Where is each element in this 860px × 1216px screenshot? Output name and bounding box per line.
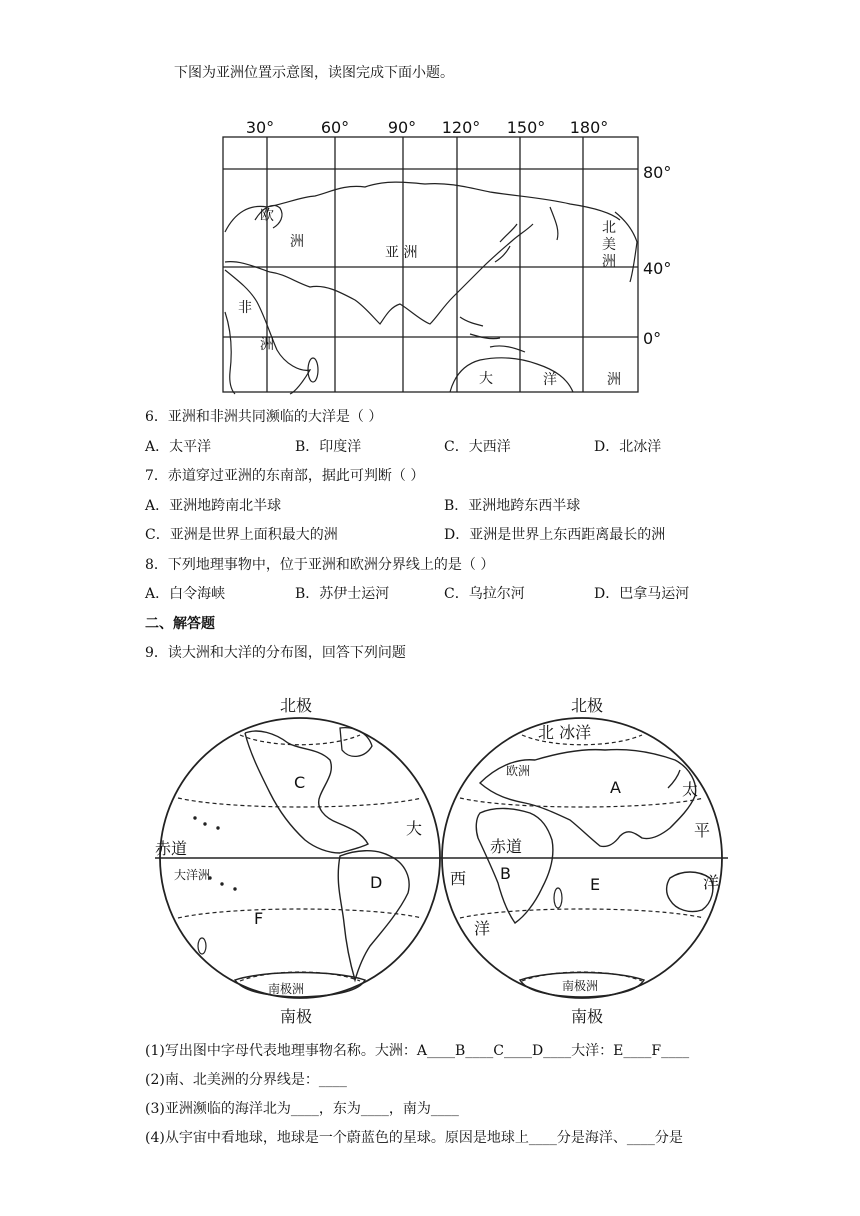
right-label-xi: 西 xyxy=(450,869,467,888)
q8-option-a[interactable]: A．白令海峡 xyxy=(145,586,226,602)
right-antarctica-label: 南极洲 xyxy=(562,979,599,993)
lat-label-40: 40° xyxy=(643,259,672,278)
hemispheres-map xyxy=(150,688,730,1028)
label-oceania-3: 洲 xyxy=(607,372,621,388)
q6-stem: 6．亚洲和非洲共同濒临的大洋是（ ） xyxy=(145,409,383,425)
left-label-C: C xyxy=(294,773,306,792)
q8-option-c[interactable]: C．乌拉尔河 xyxy=(444,586,525,602)
q6-option-d[interactable]: D．北冰洋 xyxy=(594,439,662,455)
section-title: 二、解答题 xyxy=(145,616,215,632)
lon-label-30: 30° xyxy=(245,118,275,137)
right-label-B: B xyxy=(500,864,511,883)
label-oceania-1: 大 xyxy=(479,371,493,387)
left-antarctica-label: 南极洲 xyxy=(268,982,305,996)
right-south-pole-label: 南极 xyxy=(570,1007,604,1026)
q7-option-a[interactable]: A．亚洲地跨南北半球 xyxy=(145,498,282,514)
right-label-tai: 太 xyxy=(682,780,699,799)
right-label-yang: 洋 xyxy=(703,873,720,892)
lon-label-150: 150° xyxy=(506,118,546,137)
label-na-2: 美 xyxy=(602,237,616,253)
right-label-A: A xyxy=(610,778,621,797)
label-oceania-2: 洋 xyxy=(543,372,557,388)
q6-option-c[interactable]: C．大西洋 xyxy=(444,439,511,455)
lon-label-60: 60° xyxy=(320,118,350,137)
right-label-ping: 平 xyxy=(694,821,711,840)
label-na-3: 洲 xyxy=(602,254,616,270)
asia-location-map xyxy=(215,112,685,402)
label-africa-2: 洲 xyxy=(260,337,274,353)
right-label-yang2: 洋 xyxy=(474,919,491,938)
q7-option-c[interactable]: C．亚洲是世界上面积最大的洲 xyxy=(145,527,338,543)
q6-option-a[interactable]: A．太平洋 xyxy=(145,439,212,455)
q7-option-b[interactable]: B．亚洲地跨东西半球 xyxy=(444,498,581,514)
right-arctic-label: 北 冰洋 xyxy=(538,723,592,742)
lat-label-80: 80° xyxy=(643,163,672,182)
q9-sub4: (4)从宇宙中看地球，地球是一个蔚蓝色的星球。原因是地球上____分是海洋、____分是 xyxy=(145,1130,683,1146)
intro-text: 下图为亚洲位置示意图，读图完成下面小题。 xyxy=(174,65,454,81)
map1-grid xyxy=(223,137,638,392)
lat-label-0: 0° xyxy=(643,329,662,348)
left-equator-label: 赤道 xyxy=(155,839,188,858)
right-north-pole-label: 北极 xyxy=(570,696,604,715)
right-europe-label: 欧洲 xyxy=(506,764,531,778)
q8-option-d[interactable]: D．巴拿马运河 xyxy=(594,586,690,602)
left-north-pole-label: 北极 xyxy=(279,696,313,715)
left-label-D: D xyxy=(370,873,383,892)
q8-stem: 8．下列地理事物中，位于亚洲和欧洲分界线上的是（ ） xyxy=(145,557,495,573)
q6-option-b[interactable]: B．印度洋 xyxy=(295,439,362,455)
lon-label-120: 120° xyxy=(441,118,481,137)
left-label-da: 大 xyxy=(406,819,423,838)
q9-stem: 9．读大洲和大洋的分布图，回答下列问题 xyxy=(145,645,406,661)
q9-sub2: (2)南、北美洲的分界线是：____ xyxy=(145,1072,347,1088)
q9-sub3: (3)亚洲濒临的海洋北为____，东为____，南为____ xyxy=(145,1101,459,1117)
label-na-1: 北 xyxy=(602,220,616,236)
label-asia: 亚 洲 xyxy=(385,245,418,261)
q8-option-b[interactable]: B．苏伊士运河 xyxy=(295,586,390,602)
q7-stem: 7．赤道穿过亚洲的东南部，据此可判断（ ） xyxy=(145,468,425,484)
lon-label-90: 90° xyxy=(387,118,417,137)
q9-sub1: (1)写出图中字母代表地理事物名称。大洲：A____B____C____D____大洋：E____F____ xyxy=(145,1043,690,1059)
left-oceania-label: 大洋洲 xyxy=(174,868,211,882)
map1-coastlines xyxy=(225,182,637,394)
right-equator-label: 赤道 xyxy=(490,837,523,856)
label-europe-1: 欧 xyxy=(260,208,274,224)
lon-label-180: 180° xyxy=(569,118,609,137)
right-label-E: E xyxy=(590,875,601,894)
q7-option-d[interactable]: D．亚洲是世界上东西距离最长的洲 xyxy=(444,527,666,543)
label-europe-2: 洲 xyxy=(290,234,304,250)
left-south-pole-label: 南极 xyxy=(279,1007,313,1026)
left-label-F: F xyxy=(254,909,264,928)
label-africa-1: 非 xyxy=(238,300,252,316)
